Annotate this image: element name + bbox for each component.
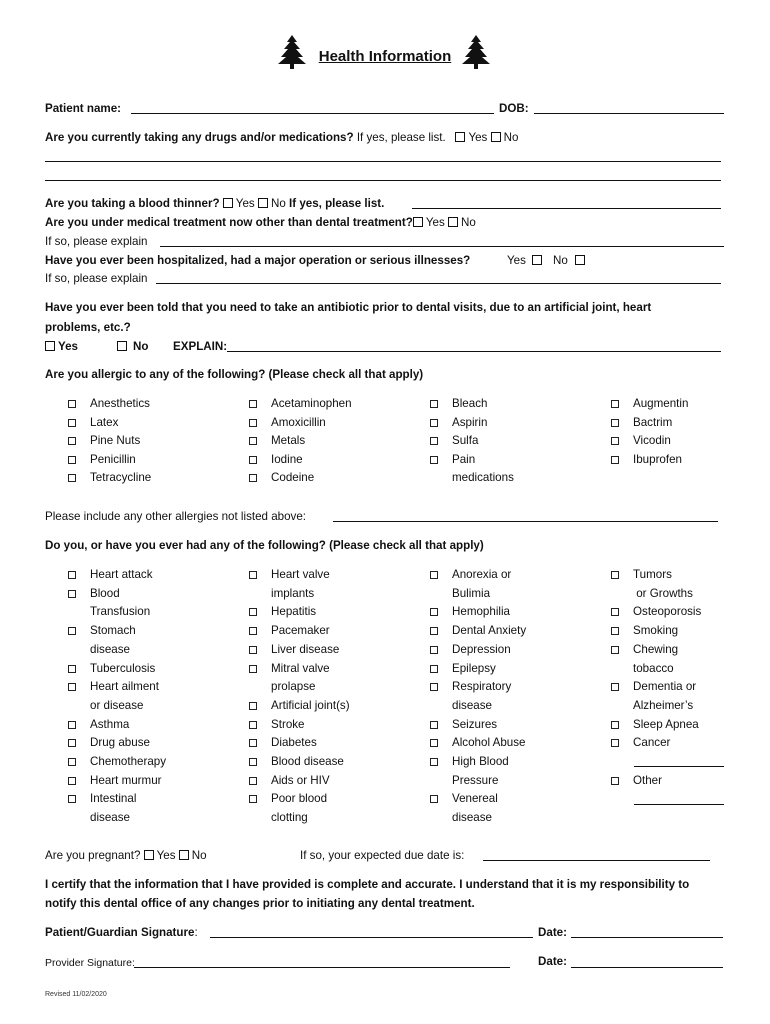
other-detail-line[interactable] [634, 804, 724, 805]
hospitalized-no-option: No [553, 254, 588, 268]
condition-checkbox[interactable] [68, 665, 76, 673]
condition-checkbox[interactable] [249, 627, 257, 635]
condition-label: Dental Anxiety [452, 624, 527, 638]
condition-label: Venereal [452, 792, 498, 806]
condition-checkbox[interactable] [249, 721, 257, 729]
condition-label: Heart attack [90, 568, 153, 581]
allergy-label: Pine Nuts [90, 434, 141, 447]
due-date-label: If so, your expected due date is: [300, 849, 465, 862]
condition-checkbox[interactable] [68, 795, 76, 803]
hospitalized-question: Have you ever been hospitalized, had a major operation or serious illnesses? [45, 254, 471, 267]
treatment-question: Are you under medical treatment now other than dental treatment? Yes No [45, 216, 476, 229]
medications-list-line-2[interactable] [45, 180, 721, 181]
allergy-checkbox[interactable] [430, 419, 438, 427]
blood-thinner-question: Are you taking a blood thinner? Yes No If yes, please list. [45, 197, 385, 210]
blood-thinner-list-line[interactable] [412, 208, 721, 209]
allergy-checkbox[interactable] [68, 474, 76, 482]
condition-checkbox[interactable] [611, 777, 619, 785]
patient-date-line[interactable] [571, 937, 723, 938]
condition-checkbox[interactable] [611, 608, 619, 616]
allergy-checkbox[interactable] [430, 400, 438, 408]
patient-signature-line[interactable] [210, 937, 533, 938]
condition-label-wrap: prolapse [271, 680, 316, 694]
condition-label-wrap: tobacco [633, 661, 674, 675]
hospitalized-no-checkbox[interactable] [575, 255, 585, 265]
blood-thinner-yes-checkbox[interactable] [223, 198, 233, 208]
allergy-checkbox[interactable] [249, 400, 257, 408]
condition-label: Tumors [633, 568, 672, 581]
allergy-checkbox[interactable] [430, 437, 438, 445]
condition-checkbox[interactable] [68, 627, 76, 635]
condition-checkbox[interactable] [430, 721, 438, 729]
condition-label-wrap: disease [452, 698, 492, 712]
condition-checkbox[interactable] [430, 758, 438, 766]
condition-label: Blood [90, 586, 120, 600]
allergy-label: Tetracycline [90, 471, 152, 484]
medications-question: Are you currently taking any drugs and/or medications? If yes, please list. Yes No [45, 131, 519, 144]
allergy-label: Augmentin [633, 397, 689, 410]
cancer-detail-line[interactable] [634, 766, 724, 767]
antibiotic-question-line2: problems, etc.? [45, 321, 131, 334]
antibiotic-explain-line[interactable] [227, 351, 721, 352]
allergy-label: Codeine [271, 471, 315, 484]
pregnant-no-checkbox[interactable] [179, 850, 189, 860]
medications-no-checkbox[interactable] [491, 132, 501, 142]
condition-checkbox[interactable] [611, 646, 619, 654]
condition-label: Osteoporosis [633, 605, 702, 619]
due-date-line[interactable] [483, 860, 710, 861]
provider-date-line[interactable] [571, 967, 723, 968]
condition-label: Heart valve [271, 568, 330, 581]
condition-label-wrap: Alzheimer’s [633, 698, 694, 712]
condition-label: Liver disease [271, 642, 340, 656]
condition-label: Anorexia or [452, 568, 512, 581]
condition-label-wrap: or Growths [633, 586, 693, 600]
condition-label: Drug abuse [90, 736, 150, 750]
condition-checkbox[interactable] [68, 721, 76, 729]
condition-checkbox[interactable] [611, 683, 619, 691]
condition-checkbox[interactable] [611, 627, 619, 635]
pine-tree-icon [459, 34, 493, 70]
provider-signature-label: Provider Signature: [45, 957, 135, 969]
provider-signature-line[interactable] [134, 967, 510, 968]
condition-label: Artificial joint(s) [271, 698, 350, 712]
condition-checkbox[interactable] [68, 777, 76, 785]
condition-checkbox[interactable] [68, 739, 76, 747]
pregnant-yes-checkbox[interactable] [144, 850, 154, 860]
allergy-label: Bactrim [633, 415, 673, 429]
condition-checkbox[interactable] [249, 702, 257, 710]
allergy-checkbox[interactable] [249, 437, 257, 445]
allergy-label: Penicillin [90, 452, 136, 466]
condition-label: High Blood [452, 755, 509, 768]
condition-checkbox[interactable] [430, 795, 438, 803]
hospitalized-explain-label: If so, please explain [45, 272, 148, 285]
allergy-checkbox[interactable] [249, 419, 257, 427]
allergy-checkbox[interactable] [430, 456, 438, 464]
allergy-checkbox[interactable] [68, 419, 76, 427]
condition-checkbox[interactable] [611, 721, 619, 729]
condition-label: Diabetes [271, 736, 317, 750]
condition-label: Blood disease [271, 755, 344, 768]
hospitalized-options: Yes [507, 254, 545, 268]
condition-label: Stroke [271, 717, 305, 731]
condition-checkbox[interactable] [249, 571, 257, 579]
patient-name-label: Patient name: [45, 102, 122, 115]
condition-label: Alcohol Abuse [452, 736, 526, 750]
condition-label: Other [633, 773, 662, 787]
allergy-label: Bleach [452, 397, 488, 410]
condition-checkbox[interactable] [68, 590, 76, 598]
antibiotic-no-checkbox[interactable] [117, 341, 127, 351]
condition-label: Intestinal [90, 792, 137, 806]
antibiotic-yes-checkbox[interactable] [45, 341, 55, 351]
page-title: Health Information [318, 48, 452, 65]
condition-checkbox[interactable] [430, 739, 438, 747]
allergy-label: Sulfa [452, 434, 479, 447]
allergy-checkbox[interactable] [611, 419, 619, 427]
condition-label-wrap: or disease [90, 698, 144, 712]
condition-label: Stomach [90, 624, 136, 638]
condition-label: Chewing [633, 642, 679, 656]
dob-field[interactable] [534, 113, 724, 114]
condition-label-wrap: Bulimia [452, 586, 491, 600]
condition-label: Depression [452, 642, 511, 656]
allergy-label: Vicodin [633, 434, 671, 447]
dob-label: DOB: [499, 102, 529, 115]
condition-label: Smoking [633, 624, 679, 638]
condition-label-wrap: Pressure [452, 773, 499, 787]
allergy-label: Amoxicillin [271, 415, 326, 429]
allergy-checkbox[interactable] [68, 400, 76, 408]
allergy-label-wrap: medications [452, 471, 514, 484]
allergy-checkbox[interactable] [68, 456, 76, 464]
hospitalized-explain-line[interactable] [156, 283, 721, 284]
condition-checkbox[interactable] [68, 758, 76, 766]
condition-label-wrap: Transfusion [90, 605, 151, 619]
condition-checkbox[interactable] [611, 571, 619, 579]
condition-label: Asthma [90, 717, 130, 731]
condition-label: Seizures [452, 717, 498, 731]
condition-checkbox[interactable] [249, 665, 257, 673]
treatment-explain-line[interactable] [160, 246, 724, 247]
patient-signature-label: Patient/Guardian Signature: [45, 926, 198, 939]
condition-checkbox[interactable] [430, 646, 438, 654]
patient-date-label: Date: [538, 926, 567, 939]
condition-label: Epilepsy [452, 661, 496, 675]
condition-checkbox[interactable] [68, 683, 76, 691]
provider-date-label: Date: [538, 955, 567, 968]
condition-checkbox[interactable] [249, 739, 257, 747]
condition-checkbox[interactable] [430, 627, 438, 635]
condition-checkbox[interactable] [68, 571, 76, 579]
condition-checkbox[interactable] [430, 608, 438, 616]
condition-label: Poor blood [271, 792, 328, 806]
condition-checkbox[interactable] [430, 683, 438, 691]
allergy-label: Acetaminophen [271, 397, 352, 410]
certify-line2: notify this dental office of any changes prior to initiating any dental treatment. [45, 897, 475, 910]
patient-name-field[interactable] [131, 113, 494, 114]
condition-label: Hepatitis [271, 605, 317, 619]
allergy-label: Metals [271, 434, 306, 447]
allergy-label: Aspirin [452, 415, 488, 429]
condition-checkbox[interactable] [611, 739, 619, 747]
antibiotic-explain-label: EXPLAIN: [173, 340, 228, 353]
condition-label: Sleep Apnea [633, 717, 699, 731]
condition-label: Respiratory [452, 680, 512, 694]
allergy-checkbox[interactable] [611, 400, 619, 408]
condition-checkbox[interactable] [249, 758, 257, 766]
allergy-label: Ibuprofen [633, 452, 682, 466]
allergy-checkbox[interactable] [249, 456, 257, 464]
conditions-heading: Do you, or have you ever had any of the following? (Please check all that apply) [45, 539, 484, 552]
allergy-label: Pain [452, 452, 476, 466]
condition-label: Heart murmur [90, 773, 162, 787]
condition-label: Dementia or [633, 680, 697, 694]
antibiotic-options: Yes [45, 340, 78, 354]
condition-label: Aids or HIV [271, 773, 330, 787]
condition-checkbox[interactable] [430, 665, 438, 673]
condition-label-wrap: clotting [271, 811, 308, 825]
allergy-checkbox[interactable] [68, 437, 76, 445]
medications-list-line-1[interactable] [45, 161, 721, 162]
condition-checkbox[interactable] [249, 795, 257, 803]
allergy-label: Iodine [271, 452, 303, 466]
pregnant-question: Are you pregnant? Yes No [45, 849, 207, 862]
condition-checkbox[interactable] [249, 646, 257, 654]
allergy-checkbox[interactable] [611, 437, 619, 445]
certify-line1: I certify that the information that I have provided is complete and accurate. I understand that it is my responsibility to [45, 878, 690, 891]
treatment-no-checkbox[interactable] [448, 217, 458, 227]
other-allergies-line[interactable] [333, 521, 718, 522]
condition-label-wrap: disease [452, 811, 492, 825]
antibiotic-question-line1: Have you ever been told that you need to take an antibiotic prior to dental visits, due to an artificial joint, heart [45, 301, 652, 314]
condition-checkbox[interactable] [249, 608, 257, 616]
condition-checkbox[interactable] [249, 777, 257, 785]
condition-checkbox[interactable] [430, 571, 438, 579]
allergy-label: Latex [90, 415, 119, 429]
condition-label: Hemophilia [452, 605, 510, 619]
condition-label-wrap: disease [90, 642, 130, 656]
hospitalized-yes-checkbox[interactable] [532, 255, 542, 265]
condition-label: Heart ailment [90, 680, 159, 694]
condition-label-wrap: disease [90, 811, 130, 825]
condition-label: Cancer [633, 736, 671, 750]
condition-label-wrap: implants [271, 586, 315, 600]
treatment-yes-checkbox[interactable] [413, 217, 423, 227]
treatment-explain-label: If so, please explain [45, 235, 148, 248]
allergies-heading: Are you allergic to any of the following? (Please check all that apply) [45, 368, 424, 381]
condition-label: Mitral valve [271, 661, 330, 675]
other-allergies-label: Please include any other allergies not listed above: [45, 510, 307, 523]
antibiotic-no-option: No [117, 340, 148, 354]
condition-label: Chemotherapy [90, 755, 167, 768]
revised-date: Revised 11/02/2020 [45, 991, 107, 998]
allergy-label: Anesthetics [90, 397, 150, 410]
condition-label: Pacemaker [271, 624, 330, 638]
allergy-checkbox[interactable] [611, 456, 619, 464]
medications-yes-checkbox[interactable] [455, 132, 465, 142]
blood-thinner-no-checkbox[interactable] [258, 198, 268, 208]
allergy-checkbox[interactable] [249, 474, 257, 482]
condition-label: Tuberculosis [90, 661, 156, 675]
